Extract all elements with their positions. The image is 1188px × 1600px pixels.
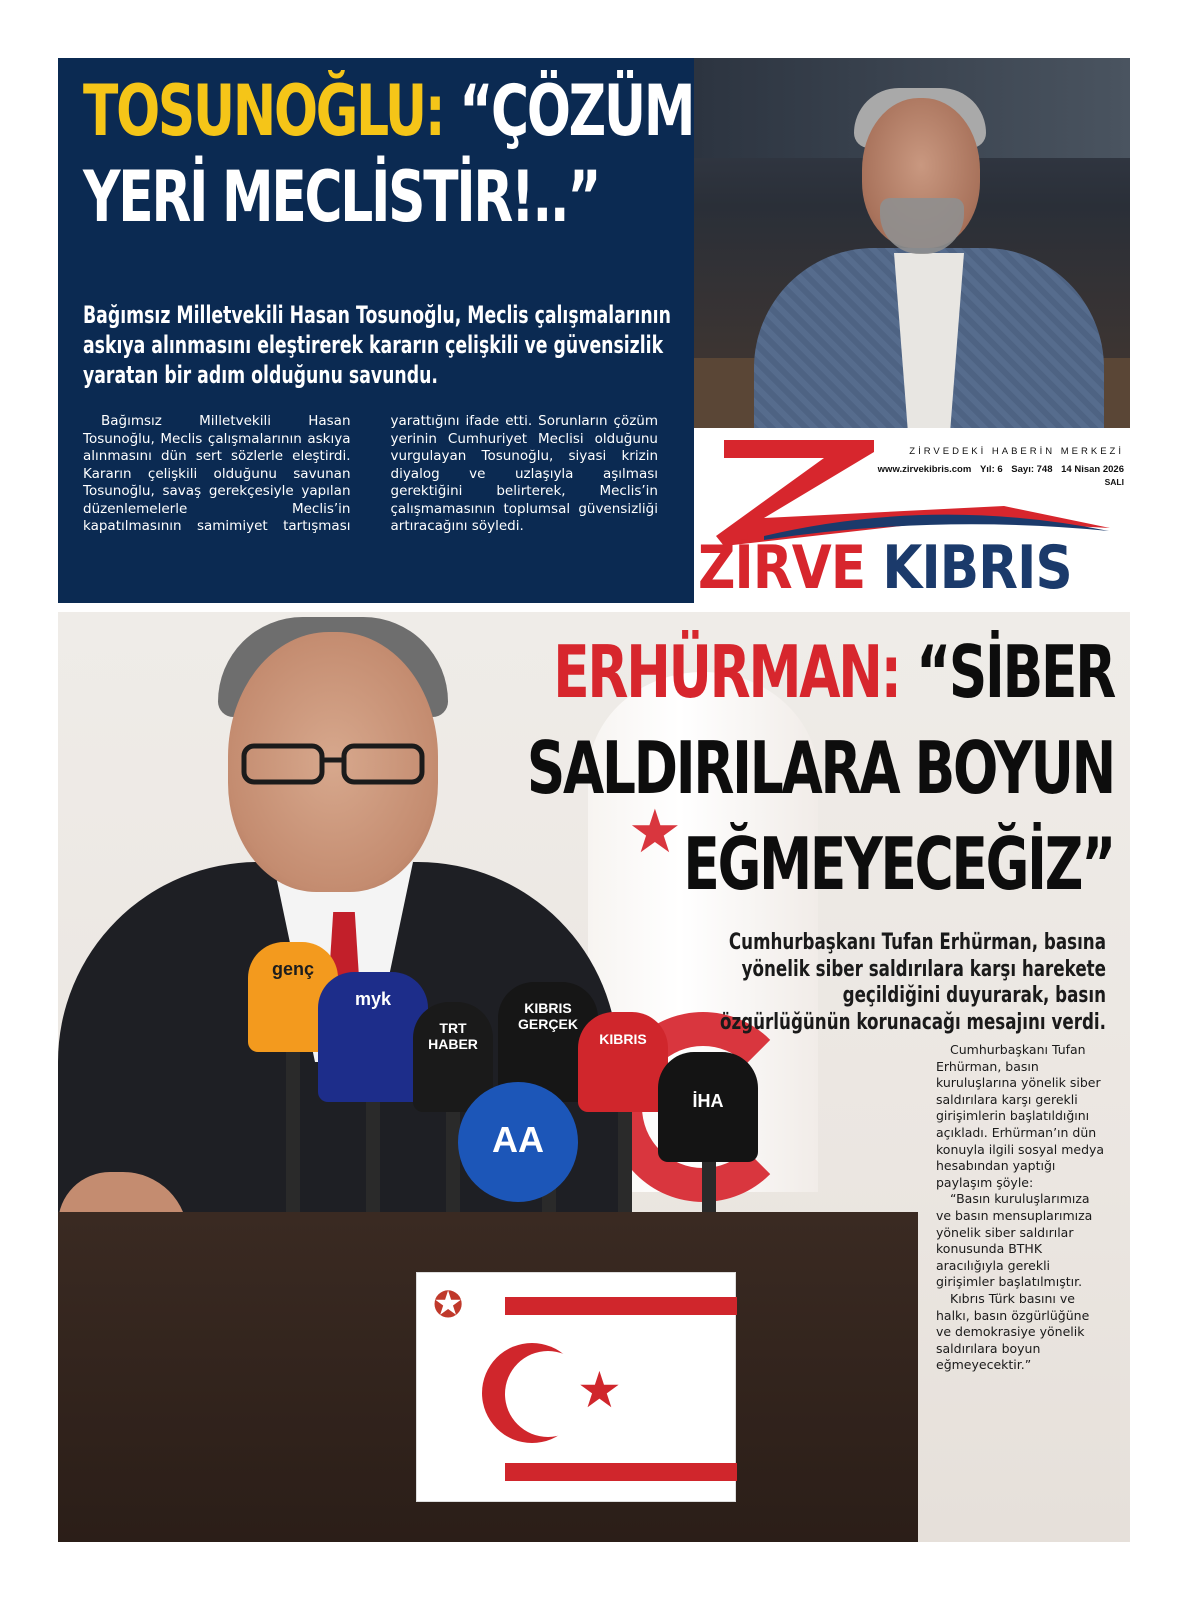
mic-myk: [318, 972, 428, 1102]
tosunoglu-photo: [694, 58, 1130, 428]
bottom-body-p3: Kıbrıs Türk basını ve halkı, basın özgürlüğüne ve demokrasiye yönelik saldırılara boyun eğmeyecektir.”: [936, 1290, 1090, 1373]
top-body-text: Bağımsız Milletvekili Hasan Tosunoğlu, Meclis çalışmalarının askıya alınmasını dün sert sözlerle eleştirdi. Kararın çelişkili olduğunu savunan Tosunoğlu, savaş gerekçesiyle yapılan düzenlemelerle Meclis’in kapatılmasının samimiyet tartışması yarattığını ifade etti. Sorunların çözüm yerinin Cumhuriyet Meclisi olduğunu vurgulayan Tosunoğlu, siyasi krizin diyalog ve uzlaşıyla aşılması gerektiğini belirterek, Meclis’in çalışmamasının toplumsal güvensizliği artıracağını söyledi.: [83, 413, 658, 534]
masthead-day: SALI: [1104, 477, 1124, 487]
glasses-icon: [238, 742, 428, 786]
masthead: [694, 428, 1130, 603]
mic-aa: [458, 1082, 578, 1202]
masthead-year: Yıl: 6: [979, 464, 1003, 475]
emblem-star-icon: ✪: [433, 1284, 464, 1325]
masthead-meta: [844, 464, 1124, 475]
masthead-website: www.zirvekibris.com: [877, 464, 972, 475]
brand-zirve: ZİRVE: [698, 533, 866, 603]
top-body: [83, 413, 658, 593]
top-headline-name: TOSUNOĞLU:: [83, 70, 444, 152]
mic-kibris-gercek-label: KIBRIS GERÇEK: [518, 1000, 578, 1032]
masthead-brand: [698, 533, 1072, 603]
bottom-headline-name: ERHÜRMAN:: [553, 630, 900, 714]
bottom-body: [936, 1042, 1106, 1374]
masthead-date: 14 Nisan 2026: [1061, 464, 1124, 475]
bottom-lede: Cumhurbaşkanı Tufan Erhürman, basına yönelik siber saldırılara karşı harekete geçildiğini duyurarak, basın özgürlüğünün korunacağı mesajını verdi.: [719, 930, 1106, 1035]
bottom-headline: [448, 624, 1114, 912]
mic-trt-label: TRT HABER: [428, 1020, 478, 1052]
mic-aa-label: AA: [492, 1119, 544, 1160]
mic-iha: [658, 1052, 758, 1162]
bottom-headline-quote: “SİBER SALDIRILARA BOYUN EĞMEYECEĞİZ”: [526, 630, 1114, 906]
masthead-issue: Sayı: 748: [1011, 464, 1053, 475]
flag-star-icon: ★: [577, 1362, 622, 1418]
mic-kibris: [578, 1012, 668, 1112]
bottom-story: [58, 612, 1130, 1542]
top-headline-quote: “ÇÖZÜM YERİ MECLİSTİR!..”: [83, 70, 694, 238]
mic-myk-label: myk: [354, 989, 392, 1009]
top-lede: Bağımsız Milletvekili Hasan Tosunoğlu, Meclis çalışmalarının askıya alınmasını eleştirerek kararın çelişkili ve güvensizlik yaratan bir adım olduğunu savundu.: [83, 301, 671, 389]
mic-genc-label: genç: [271, 959, 314, 979]
top-headline: [83, 68, 719, 240]
bottom-body-p1: Cumhurbaşkanı Tufan Erhürman, basın kuruluşlarına yönelik siber saldırılara karşı gerekli girişimlerin başlatıldığını açıkladı. Erhürman’ın dün konuyla ilgili sosyal medya hesabından yaptığı paylaşım şöyle:: [936, 1042, 1105, 1190]
brand-kibris: KIBRIS: [882, 533, 1072, 603]
trnc-flag: [416, 1272, 736, 1502]
star-icon: ★: [628, 798, 682, 865]
mic-kibris-label: KIBRIS: [599, 1031, 647, 1047]
mic-iha-label: İHA: [692, 1091, 724, 1111]
bottom-body-p2: “Basın kuruluşlarımıza ve basın mensuplarımıza yönelik siber saldırılar konusunda BTHK aracılığıyla gerekli girişimler başlatılmıştır.: [936, 1191, 1093, 1290]
masthead-tagline: ZİRVEDEKİ HABERİN MERKEZİ: [909, 446, 1124, 457]
